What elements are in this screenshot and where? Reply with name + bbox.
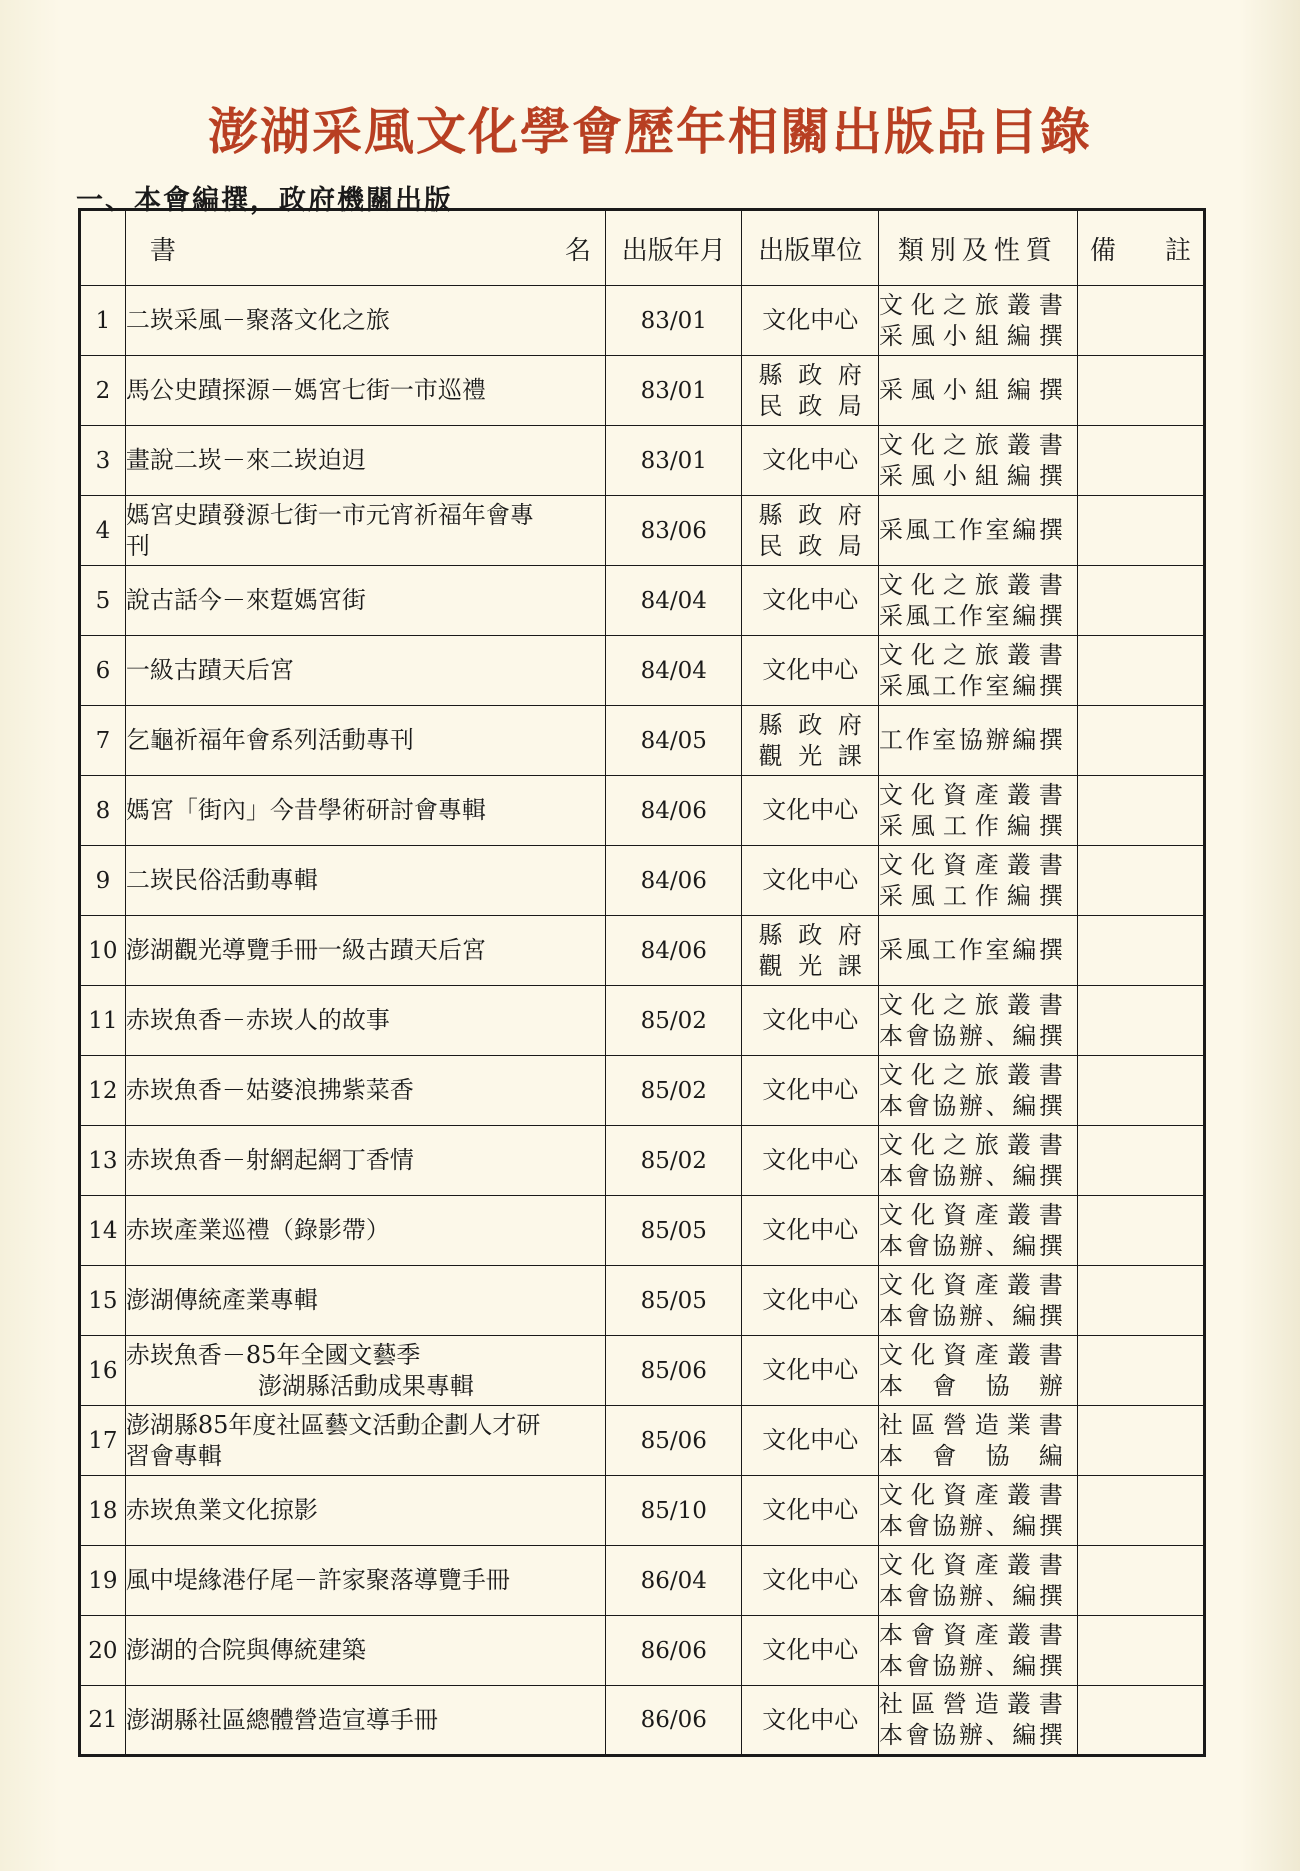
row-publisher: [742, 916, 878, 986]
book-name-line: 澎湖的合院與傳統建築: [125, 1636, 366, 1664]
row-publisher: [742, 1126, 878, 1196]
row-note: [1077, 286, 1204, 356]
row-category: [878, 1056, 1077, 1126]
row-number: 4: [80, 496, 126, 566]
row-category: [878, 636, 1077, 706]
row-publish-date: 85/02: [606, 986, 742, 1056]
table-row: [80, 1126, 1205, 1196]
row-publisher: [742, 426, 878, 496]
row-publisher: [742, 986, 878, 1056]
row-publish-date: 83/01: [606, 356, 742, 426]
category-line: 文化之旅叢書: [878, 1060, 1063, 1089]
table-row: [80, 286, 1205, 356]
row-publish-date: 83/01: [606, 286, 742, 356]
row-number: 1: [80, 286, 126, 356]
publisher-line: 文化中心: [762, 656, 859, 684]
category-line: 本會協辦、編撰: [878, 1161, 1063, 1190]
publisher-line: 文化中心: [762, 1286, 859, 1314]
row-publish-date: 85/10: [606, 1476, 742, 1546]
category-line: 文化之旅叢書: [878, 430, 1063, 459]
publisher-line: 文化中心: [762, 1006, 859, 1034]
row-number: 8: [80, 776, 126, 846]
row-note: [1077, 1546, 1204, 1616]
table-row: [80, 986, 1205, 1056]
row-book-name: [125, 1686, 605, 1756]
header-name-left: 書: [149, 235, 176, 266]
row-book-name: [125, 776, 605, 846]
row-publisher: [742, 566, 878, 636]
book-name-line: 說古話今－來踅媽宮街: [125, 586, 366, 614]
row-book-name: [125, 636, 605, 706]
row-note: [1077, 1476, 1204, 1546]
row-publish-date: 86/06: [606, 1686, 742, 1756]
row-publish-date: 85/05: [606, 1196, 742, 1266]
header-note: [1077, 210, 1204, 286]
category-line: 文化之旅叢書: [878, 1130, 1063, 1159]
row-category: [878, 1546, 1077, 1616]
row-book-name: [125, 1546, 605, 1616]
publisher-line: 縣政府: [758, 920, 862, 949]
row-number: 6: [80, 636, 126, 706]
table-header-row: [80, 210, 1205, 286]
row-number: 2: [80, 356, 126, 426]
category-line: 文化資產叢書: [878, 780, 1063, 809]
row-publish-date: 84/04: [606, 566, 742, 636]
row-category: [878, 356, 1077, 426]
publisher-line: 縣政府: [758, 360, 862, 389]
row-note: [1077, 846, 1204, 916]
row-category: [878, 1686, 1077, 1756]
publisher-line: 文化中心: [762, 446, 859, 474]
row-note: [1077, 1266, 1204, 1336]
table-row: [80, 1266, 1205, 1336]
publisher-line: 民政局: [758, 531, 862, 560]
table-row: [80, 566, 1205, 636]
table-row: [80, 916, 1205, 986]
table-row: [80, 1546, 1205, 1616]
row-publisher: [742, 1616, 878, 1686]
row-publisher: [742, 1686, 878, 1756]
row-number: 10: [80, 916, 126, 986]
row-note: [1077, 1406, 1204, 1476]
category-line: 采風工作室編撰: [878, 601, 1063, 630]
book-name-line: 赤崁魚業文化掠影: [125, 1496, 318, 1524]
row-book-name: [125, 1336, 605, 1406]
row-category: [878, 706, 1077, 776]
row-number: 9: [80, 846, 126, 916]
publisher-line: 文化中心: [762, 1705, 859, 1734]
row-publisher: [742, 636, 878, 706]
row-number: 18: [80, 1476, 126, 1546]
publisher-line: 文化中心: [762, 796, 859, 824]
book-name-line: 澎湖縣社區總體營造宣導手冊: [125, 1705, 438, 1734]
row-publisher: [742, 1336, 878, 1406]
row-book-name: [125, 356, 605, 426]
row-book-name: [125, 1616, 605, 1686]
book-name-line: 習會專輯: [125, 1441, 222, 1470]
category-line: 本會協辦、編撰: [878, 1721, 1063, 1749]
row-note: [1077, 776, 1204, 846]
row-number: 14: [80, 1196, 126, 1266]
row-book-name: [125, 426, 605, 496]
book-name-line: 澎湖縣85年度社區藝文活動企劃人才研: [125, 1410, 541, 1439]
row-book-name: [125, 846, 605, 916]
table-row: [80, 636, 1205, 706]
book-name-line: 二崁采風－聚落文化之旅: [125, 306, 390, 334]
row-publish-date: 86/06: [606, 1616, 742, 1686]
row-number: 19: [80, 1546, 126, 1616]
category-line: 文化資產叢書: [878, 1200, 1063, 1229]
row-category: [878, 1406, 1077, 1476]
publisher-line: 文化中心: [762, 1076, 859, 1104]
header-publisher: 出版單位: [742, 210, 878, 286]
category-line: 采風小組編撰: [878, 461, 1063, 490]
book-name-line: 澎湖縣活動成果專輯: [257, 1371, 474, 1400]
row-publisher: [742, 356, 878, 426]
row-book-name: [125, 1126, 605, 1196]
row-publisher: [742, 776, 878, 846]
row-publish-date: 84/05: [606, 706, 742, 776]
header-number: [80, 210, 126, 286]
row-number: 11: [80, 986, 126, 1056]
publisher-line: 觀光課: [758, 741, 862, 770]
row-publisher: [742, 1266, 878, 1336]
row-number: 20: [80, 1616, 126, 1686]
row-category: [878, 1476, 1077, 1546]
row-publish-date: 85/02: [606, 1056, 742, 1126]
publisher-line: 文化中心: [762, 1356, 859, 1384]
row-number: 13: [80, 1126, 126, 1196]
row-book-name: [125, 1476, 605, 1546]
publisher-line: 文化中心: [762, 866, 859, 894]
book-name-line: 刊: [125, 531, 150, 560]
category-line: 采風工作室編撰: [878, 936, 1063, 964]
publisher-line: 文化中心: [762, 1426, 859, 1454]
section-heading: 一、本會編撰，政府機關出版: [76, 185, 453, 216]
category-line: 采風工作編撰: [878, 881, 1063, 910]
row-category: [878, 1126, 1077, 1196]
category-line: 文化之旅叢書: [878, 290, 1063, 319]
row-note: [1077, 566, 1204, 636]
book-name-line: 風中堤緣港仔尾－許家聚落導覽手冊: [125, 1566, 510, 1594]
row-book-name: [125, 496, 605, 566]
row-note: [1077, 496, 1204, 566]
row-note: [1077, 706, 1204, 776]
row-publisher: [742, 1056, 878, 1126]
row-note: [1077, 986, 1204, 1056]
row-category: [878, 286, 1077, 356]
row-publish-date: 85/05: [606, 1266, 742, 1336]
row-publisher: [742, 1406, 878, 1476]
row-number: 15: [80, 1266, 126, 1336]
category-line: 本會協辦、編撰: [878, 1021, 1063, 1050]
row-book-name: [125, 566, 605, 636]
header-category: 類別及性質: [878, 210, 1077, 286]
row-publisher: [742, 1196, 878, 1266]
row-note: [1077, 1126, 1204, 1196]
row-note: [1077, 636, 1204, 706]
publisher-line: 民政局: [758, 391, 862, 420]
category-line: 采風工作室編撰: [878, 516, 1063, 544]
row-publisher: [742, 1546, 878, 1616]
publisher-line: 文化中心: [762, 306, 859, 334]
row-category: [878, 1196, 1077, 1266]
row-number: 5: [80, 566, 126, 636]
table-row: [80, 1336, 1205, 1406]
table-row: [80, 426, 1205, 496]
row-book-name: [125, 286, 605, 356]
row-publish-date: 86/04: [606, 1546, 742, 1616]
row-book-name: [125, 986, 605, 1056]
row-number: 12: [80, 1056, 126, 1126]
row-publish-date: 84/06: [606, 916, 742, 986]
row-category: [878, 566, 1077, 636]
category-line: 文化資產叢書: [878, 850, 1063, 879]
row-book-name: [125, 916, 605, 986]
book-name-line: 畫說二崁－來二崁迫迌: [125, 446, 366, 474]
category-line: 采風工作編撰: [878, 811, 1063, 840]
row-number: 3: [80, 426, 126, 496]
category-line: 采風工作室編撰: [878, 671, 1063, 700]
row-publisher: [742, 496, 878, 566]
category-line: 本會資產叢書: [878, 1620, 1063, 1649]
row-publish-date: 85/06: [606, 1406, 742, 1476]
row-category: [878, 1336, 1077, 1406]
row-number: 16: [80, 1336, 126, 1406]
row-publish-date: 85/06: [606, 1336, 742, 1406]
category-line: 采風小組編撰: [878, 376, 1063, 404]
page-title: 澎湖采風文化學會歷年相關出版品目錄: [208, 102, 1092, 161]
book-name-line: 乞龜祈福年會系列活動專刊: [125, 726, 414, 754]
header-name-right: 名: [565, 235, 592, 266]
table-row: [80, 1196, 1205, 1266]
row-category: [878, 846, 1077, 916]
row-note: [1077, 1196, 1204, 1266]
table-row: [80, 356, 1205, 426]
row-publish-date: 84/06: [606, 846, 742, 916]
book-name-line: 赤崁魚香－赤崁人的故事: [125, 1006, 390, 1034]
header-book-name: [125, 210, 605, 286]
category-line: 文化之旅叢書: [878, 570, 1063, 599]
row-category: [878, 916, 1077, 986]
row-note: [1077, 1056, 1204, 1126]
category-line: 文化資產叢書: [878, 1480, 1063, 1509]
row-publish-date: 83/06: [606, 496, 742, 566]
book-name-line: 澎湖觀光導覽手冊一級古蹟天后宮: [125, 936, 486, 964]
category-line: 文化資產叢書: [878, 1340, 1063, 1369]
header-note-left: 備: [1089, 235, 1116, 266]
header-note-right: 註: [1164, 235, 1191, 266]
row-number: 7: [80, 706, 126, 776]
row-category: [878, 1616, 1077, 1686]
book-name-line: 赤崁魚香－姑婆浪拂紫菜香: [125, 1076, 414, 1104]
publication-table: [78, 208, 1206, 1757]
book-name-line: 赤崁魚香－85年全國文藝季: [125, 1340, 421, 1369]
publisher-line: 縣政府: [758, 500, 862, 529]
category-line: 本會協辦: [878, 1371, 1063, 1400]
row-publish-date: 85/02: [606, 1126, 742, 1196]
table-row: [80, 776, 1205, 846]
category-line: 本會協辦、編撰: [878, 1301, 1063, 1330]
publisher-line: 縣政府: [758, 710, 862, 739]
category-line: 文化之旅叢書: [878, 990, 1063, 1019]
row-publisher: [742, 286, 878, 356]
publisher-line: 文化中心: [762, 1566, 859, 1594]
row-note: [1077, 1686, 1204, 1756]
book-name-line: 赤崁產業巡禮（錄影帶）: [125, 1216, 390, 1244]
book-name-line: 一級古蹟天后宮: [125, 656, 294, 684]
table-row: [80, 706, 1205, 776]
category-line: 社區營造叢書: [878, 1690, 1063, 1718]
table-row: [80, 1686, 1205, 1756]
header-date: 出版年月: [606, 210, 742, 286]
row-book-name: [125, 1406, 605, 1476]
row-note: [1077, 1616, 1204, 1686]
table-row: [80, 1616, 1205, 1686]
book-name-line: 媽宮史蹟發源七街一市元宵祈福年會專: [125, 500, 534, 529]
row-category: [878, 986, 1077, 1056]
row-category: [878, 426, 1077, 496]
row-publish-date: 83/01: [606, 426, 742, 496]
book-name-line: 媽宮「街內」今昔學術研討會專輯: [125, 796, 486, 824]
publisher-line: 文化中心: [762, 586, 859, 614]
category-line: 工作室協辦編撰: [878, 726, 1063, 754]
publisher-line: 文化中心: [762, 1496, 859, 1524]
table-row: [80, 1056, 1205, 1126]
publisher-line: 文化中心: [762, 1216, 859, 1244]
publisher-line: 文化中心: [762, 1146, 859, 1174]
row-category: [878, 1266, 1077, 1336]
publisher-line: 文化中心: [762, 1636, 859, 1664]
row-number: 17: [80, 1406, 126, 1476]
row-publish-date: 84/04: [606, 636, 742, 706]
row-book-name: [125, 1196, 605, 1266]
book-name-line: 澎湖傳統產業專輯: [125, 1286, 318, 1314]
category-line: 采風小組編撰: [878, 321, 1063, 350]
row-book-name: [125, 706, 605, 776]
book-name-line: 二崁民俗活動專輯: [125, 866, 318, 894]
row-publisher: [742, 706, 878, 776]
category-line: 文化資產叢書: [878, 1550, 1063, 1579]
book-name-line: 馬公史蹟探源－媽宮七街一市巡禮: [125, 376, 486, 404]
book-name-line: 赤崁魚香－射網起網丁香情: [125, 1146, 414, 1174]
category-line: 本會協辦、編撰: [878, 1581, 1063, 1610]
category-line: 本會協辦、編撰: [878, 1231, 1063, 1260]
row-number: 21: [80, 1686, 126, 1756]
table-row: [80, 1406, 1205, 1476]
row-note: [1077, 356, 1204, 426]
category-line: 文化資產叢書: [878, 1270, 1063, 1299]
category-line: 社區營造業書: [878, 1410, 1063, 1439]
row-category: [878, 776, 1077, 846]
row-publish-date: 84/06: [606, 776, 742, 846]
category-line: 本會協辦、編撰: [878, 1511, 1063, 1540]
category-line: 文化之旅叢書: [878, 640, 1063, 669]
row-publisher: [742, 846, 878, 916]
category-line: 本會協編: [878, 1441, 1063, 1470]
row-category: [878, 496, 1077, 566]
category-line: 本會協辦、編撰: [878, 1651, 1063, 1680]
row-publisher: [742, 1476, 878, 1546]
table-row: [80, 1476, 1205, 1546]
row-note: [1077, 426, 1204, 496]
category-line: 本會協辦、編撰: [878, 1091, 1063, 1120]
table-row: [80, 496, 1205, 566]
publisher-line: 觀光課: [758, 951, 862, 980]
row-note: [1077, 916, 1204, 986]
table-row: [80, 846, 1205, 916]
row-book-name: [125, 1266, 605, 1336]
row-note: [1077, 1336, 1204, 1406]
row-book-name: [125, 1056, 605, 1126]
